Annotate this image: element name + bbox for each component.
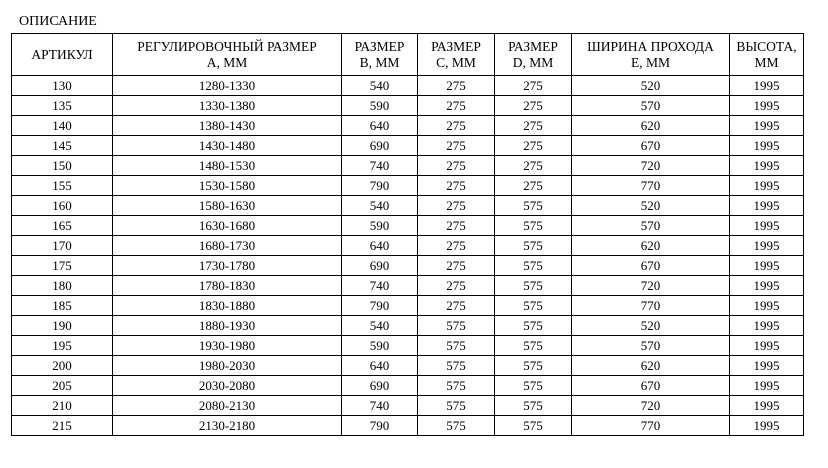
header-article (12, 34, 113, 76)
cell-size-c: 275 (418, 76, 495, 96)
cell-article: 210 (12, 396, 113, 416)
cell-article: 200 (12, 356, 113, 376)
cell-size-c: 275 (418, 256, 495, 276)
cell-size-b: 590 (342, 336, 418, 356)
header-passage-width-line2: Е, ММ (630, 54, 670, 70)
cell-size-a: 1330-1380 (113, 96, 342, 116)
cell-passage-width: 720 (572, 156, 730, 176)
cell-size-c: 275 (418, 296, 495, 316)
header-size-d-line2: D, ММ (512, 54, 554, 70)
cell-size-c: 275 (418, 176, 495, 196)
cell-height: 1995 (730, 236, 804, 256)
cell-passage-width: 570 (572, 96, 730, 116)
header-size-a-line2: А, ММ (206, 54, 248, 70)
table-body (12, 76, 804, 436)
header-size-b (342, 34, 418, 76)
cell-size-d: 575 (495, 416, 572, 436)
cell-size-a: 1630-1680 (113, 216, 342, 236)
cell-passage-width: 620 (572, 236, 730, 256)
cell-height: 1995 (730, 76, 804, 96)
cell-height: 1995 (730, 256, 804, 276)
table-row (12, 96, 804, 116)
cell-size-d: 575 (495, 216, 572, 236)
cell-article: 215 (12, 416, 113, 436)
header-size-d (495, 34, 572, 76)
table-row (12, 176, 804, 196)
cell-height: 1995 (730, 136, 804, 156)
cell-size-d: 575 (495, 276, 572, 296)
table-row (12, 196, 804, 216)
cell-article: 130 (12, 76, 113, 96)
cell-size-c: 575 (418, 316, 495, 336)
cell-article: 155 (12, 176, 113, 196)
cell-passage-width: 520 (572, 196, 730, 216)
cell-size-a: 1280-1330 (113, 76, 342, 96)
cell-size-a: 1730-1780 (113, 256, 342, 276)
cell-article: 195 (12, 336, 113, 356)
cell-size-d: 275 (495, 96, 572, 116)
cell-height: 1995 (730, 316, 804, 336)
cell-size-c: 275 (418, 96, 495, 116)
cell-height: 1995 (730, 336, 804, 356)
cell-size-a: 1580-1630 (113, 196, 342, 216)
cell-size-a: 2080-2130 (113, 396, 342, 416)
table-row (12, 336, 804, 356)
cell-article: 135 (12, 96, 113, 116)
cell-size-a: 1680-1730 (113, 236, 342, 256)
cell-size-c: 275 (418, 236, 495, 256)
table-row (12, 116, 804, 136)
cell-size-b: 690 (342, 256, 418, 276)
cell-size-a: 1480-1530 (113, 156, 342, 176)
cell-article: 205 (12, 376, 113, 396)
table-row (12, 256, 804, 276)
cell-size-b: 540 (342, 316, 418, 336)
header-row (12, 34, 804, 76)
cell-size-c: 275 (418, 216, 495, 236)
cell-height: 1995 (730, 276, 804, 296)
table-row (12, 376, 804, 396)
header-size-d-line1: РАЗМЕР (508, 38, 558, 54)
cell-size-d: 575 (495, 236, 572, 256)
cell-passage-width: 720 (572, 396, 730, 416)
cell-size-d: 275 (495, 156, 572, 176)
table-row (12, 416, 804, 436)
header-size-b-line1: РАЗМЕР (354, 38, 405, 54)
header-height-line2: ММ (754, 54, 779, 70)
cell-size-a: 1780-1830 (113, 276, 342, 296)
cell-size-b: 540 (342, 76, 418, 96)
cell-size-b: 690 (342, 136, 418, 156)
cell-size-a: 1930-1980 (113, 336, 342, 356)
cell-size-a: 1830-1880 (113, 296, 342, 316)
cell-height: 1995 (730, 216, 804, 236)
cell-size-a: 1430-1480 (113, 136, 342, 156)
cell-passage-width: 670 (572, 256, 730, 276)
cell-size-d: 275 (495, 176, 572, 196)
cell-size-d: 275 (495, 136, 572, 156)
cell-size-a: 2130-2180 (113, 416, 342, 436)
table-row (12, 356, 804, 376)
cell-passage-width: 570 (572, 336, 730, 356)
cell-size-b: 790 (342, 296, 418, 316)
table-row (12, 276, 804, 296)
cell-size-d: 275 (495, 116, 572, 136)
cell-passage-width: 670 (572, 376, 730, 396)
cell-size-c: 575 (418, 356, 495, 376)
header-passage-width-line1: ШИРИНА ПРОХОДА (587, 38, 714, 54)
header-article-label: АРТИКУЛ (31, 46, 93, 62)
cell-size-c: 275 (418, 116, 495, 136)
cell-article: 190 (12, 316, 113, 336)
cell-height: 1995 (730, 296, 804, 316)
cell-size-a: 1980-2030 (113, 356, 342, 376)
cell-passage-width: 620 (572, 116, 730, 136)
cell-passage-width: 720 (572, 276, 730, 296)
cell-size-d: 575 (495, 296, 572, 316)
table-row (12, 136, 804, 156)
cell-size-a: 1530-1580 (113, 176, 342, 196)
cell-size-b: 740 (342, 156, 418, 176)
cell-height: 1995 (730, 156, 804, 176)
header-size-c (418, 34, 495, 76)
cell-article: 170 (12, 236, 113, 256)
cell-article: 185 (12, 296, 113, 316)
cell-size-a: 1880-1930 (113, 316, 342, 336)
header-size-c-line2: С, ММ (436, 54, 476, 70)
cell-height: 1995 (730, 96, 804, 116)
header-height-line1: ВЫСОТА, (736, 38, 797, 54)
cell-size-b: 740 (342, 276, 418, 296)
cell-article: 145 (12, 136, 113, 156)
table-row (12, 296, 804, 316)
cell-passage-width: 620 (572, 356, 730, 376)
table-row (12, 396, 804, 416)
cell-passage-width: 770 (572, 296, 730, 316)
header-passage-width (572, 34, 730, 76)
cell-height: 1995 (730, 416, 804, 436)
cell-passage-width: 520 (572, 316, 730, 336)
cell-size-c: 275 (418, 136, 495, 156)
table-row (12, 236, 804, 256)
cell-size-b: 640 (342, 236, 418, 256)
table-caption: ОПИСАНИЕ (19, 14, 97, 29)
header-size-b-line2: В, ММ (359, 54, 400, 70)
cell-size-d: 575 (495, 356, 572, 376)
cell-size-a: 1380-1430 (113, 116, 342, 136)
cell-passage-width: 570 (572, 216, 730, 236)
cell-passage-width: 770 (572, 176, 730, 196)
cell-height: 1995 (730, 176, 804, 196)
cell-article: 160 (12, 196, 113, 216)
header-size-c-line1: РАЗМЕР (431, 38, 481, 54)
cell-height: 1995 (730, 116, 804, 136)
cell-size-b: 590 (342, 216, 418, 236)
table-row (12, 156, 804, 176)
cell-size-d: 575 (495, 316, 572, 336)
cell-size-b: 790 (342, 416, 418, 436)
cell-size-b: 640 (342, 356, 418, 376)
cell-size-d: 575 (495, 196, 572, 216)
cell-size-a: 2030-2080 (113, 376, 342, 396)
cell-size-d: 575 (495, 376, 572, 396)
cell-size-d: 575 (495, 256, 572, 276)
header-height (730, 34, 804, 76)
table-row (12, 316, 804, 336)
table-row (12, 76, 804, 96)
cell-size-c: 275 (418, 196, 495, 216)
header-size-a (113, 34, 342, 76)
cell-size-c: 575 (418, 376, 495, 396)
cell-size-b: 690 (342, 376, 418, 396)
cell-size-d: 275 (495, 76, 572, 96)
cell-size-c: 575 (418, 416, 495, 436)
cell-article: 175 (12, 256, 113, 276)
specification-table (11, 33, 804, 436)
cell-size-d: 575 (495, 396, 572, 416)
cell-size-c: 275 (418, 156, 495, 176)
cell-size-b: 590 (342, 96, 418, 116)
cell-size-b: 540 (342, 196, 418, 216)
cell-size-b: 640 (342, 116, 418, 136)
cell-height: 1995 (730, 356, 804, 376)
cell-size-c: 275 (418, 276, 495, 296)
cell-size-b: 740 (342, 396, 418, 416)
cell-height: 1995 (730, 396, 804, 416)
cell-height: 1995 (730, 196, 804, 216)
cell-passage-width: 770 (572, 416, 730, 436)
cell-article: 140 (12, 116, 113, 136)
cell-article: 180 (12, 276, 113, 296)
cell-passage-width: 670 (572, 136, 730, 156)
cell-article: 165 (12, 216, 113, 236)
cell-height: 1995 (730, 376, 804, 396)
cell-passage-width: 520 (572, 76, 730, 96)
cell-size-d: 575 (495, 336, 572, 356)
header-size-a-line1: РЕГУЛИРОВОЧНЫЙ РАЗМЕР (137, 38, 317, 54)
table-header (12, 34, 804, 76)
cell-article: 150 (12, 156, 113, 176)
cell-size-c: 575 (418, 396, 495, 416)
table-row (12, 216, 804, 236)
cell-size-b: 790 (342, 176, 418, 196)
cell-size-c: 575 (418, 336, 495, 356)
